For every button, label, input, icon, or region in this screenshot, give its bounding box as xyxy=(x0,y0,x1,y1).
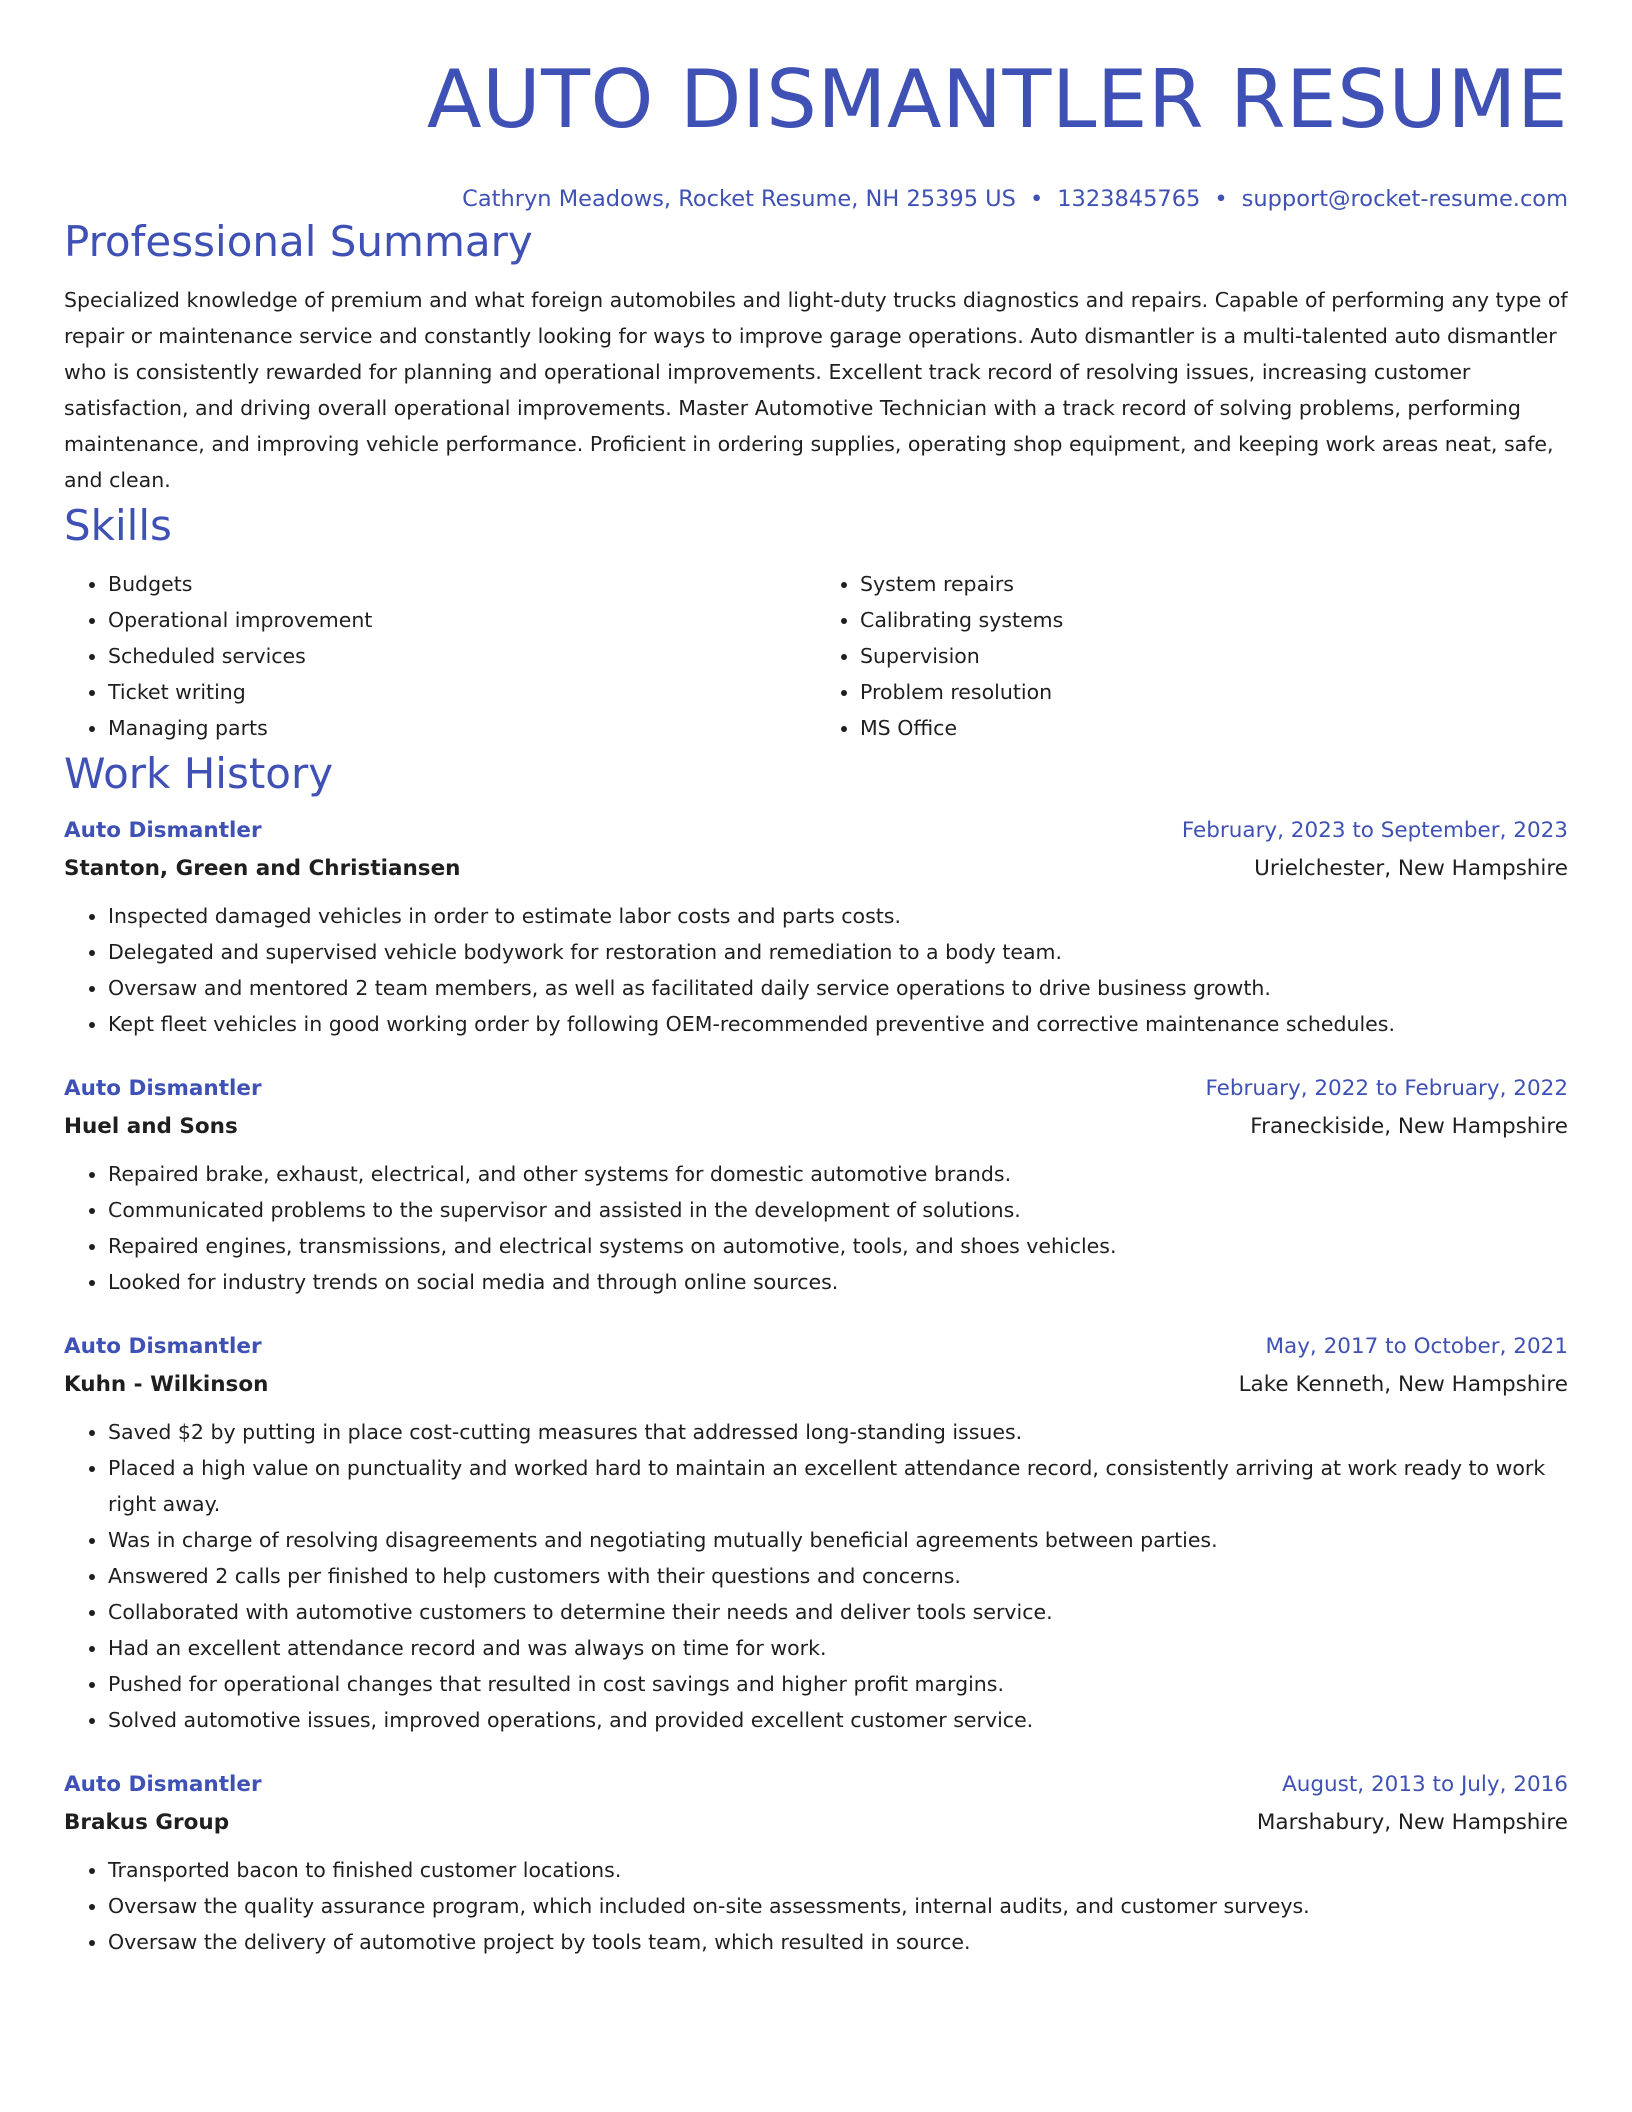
job-dates: May, 2017 to October, 2021 xyxy=(1265,1334,1568,1359)
job-location: Marshabury, New Hampshire xyxy=(1256,1810,1568,1835)
contact-address: Cathryn Meadows, Rocket Resume, NH 25395 US xyxy=(462,186,1016,212)
skill-item: • Operational improvement xyxy=(108,602,816,638)
job-company: Huel and Sons xyxy=(64,1114,238,1139)
skill-item: • System repairs xyxy=(860,566,1568,602)
job-dates: August, 2013 to July, 2016 xyxy=(1282,1772,1568,1797)
job-header xyxy=(64,812,1568,850)
job-bullets xyxy=(64,1414,1568,1738)
job-bullet: • Solved automotive issues, improved operations, and provided excellent customer service. xyxy=(108,1702,1568,1738)
contact-email: support@rocket-resume.com xyxy=(1241,186,1568,212)
job-bullets xyxy=(64,1156,1568,1300)
job-bullet: • Placed a high value on punctuality and worked hard to maintain an excellent attendance record, consistently arriving at work ready to work right away. xyxy=(108,1450,1568,1522)
job-bullet: • Oversaw the delivery of automotive project by tools team, which resulted in source. xyxy=(108,1924,1568,1960)
job-bullet: • Repaired engines, transmissions, and electrical systems on automotive, tools, and shoes vehicles. xyxy=(108,1228,1568,1264)
skills-column-left xyxy=(64,566,816,746)
job-bullet: • Oversaw the quality assurance program, which included on-site assessments, internal audits, and customer surveys. xyxy=(108,1888,1568,1924)
skill-item: • Budgets xyxy=(108,566,816,602)
skill-item: • Managing parts xyxy=(108,710,816,746)
skills-heading: Skills xyxy=(64,501,172,550)
job-dates: February, 2022 to February, 2022 xyxy=(1205,1076,1568,1101)
resume-title: AUTO DISMANTLER RESUME xyxy=(426,53,1568,146)
summary-text: Specialized knowledge of premium and what foreign automobiles and light-duty trucks diagnostics and repairs. Capable of performing any type of repair or maintenance service and constantly looking for ways to improve garage operations. Auto dismantler is a multi-talented auto dismantler who is consistently rewarded for planning and operational improvements. Excellent track record of resolving issues, increasing customer satisfaction, and driving overall operational improvements. Master Automotive Technician with a track record of solving problems, performing maintenance, and improving vehicle performance. Proficient in ordering supplies, operating shop equipment, and keeping work areas neat, safe, and clean. xyxy=(64,288,1568,492)
job-employer xyxy=(64,1804,1568,1842)
job-entry xyxy=(64,1070,1568,1300)
job-bullet: • Looked for industry trends on social media and through online sources. xyxy=(108,1264,1568,1300)
contact-line xyxy=(64,184,1568,214)
job-location: Urielchester, New Hampshire xyxy=(1254,856,1568,881)
job-bullets xyxy=(64,1852,1568,1960)
job-employer xyxy=(64,1108,1568,1146)
job-title: Auto Dismantler xyxy=(64,1334,262,1359)
job-bullet: • Transported bacon to finished customer locations. xyxy=(108,1852,1568,1888)
job-entry xyxy=(64,1766,1568,1960)
job-bullet: • Pushed for operational changes that resulted in cost savings and higher profit margins. xyxy=(108,1666,1568,1702)
job-company: Kuhn - Wilkinson xyxy=(64,1372,269,1397)
job-header xyxy=(64,1766,1568,1804)
job-bullet: • Delegated and supervised vehicle bodywork for restoration and remediation to a body team. xyxy=(108,934,1568,970)
skill-item: • Calibrating systems xyxy=(860,602,1568,638)
job-bullet: • Saved $2 by putting in place cost-cutting measures that addressed long-standing issues. xyxy=(108,1414,1568,1450)
resume-page xyxy=(64,0,1568,1960)
contact-separator: • xyxy=(1029,186,1044,212)
skills-list xyxy=(64,566,1568,746)
job-bullet: • Answered 2 calls per finished to help customers with their questions and concerns. xyxy=(108,1558,1568,1594)
skill-item: • Ticket writing xyxy=(108,674,816,710)
job-title: Auto Dismantler xyxy=(64,1772,262,1797)
job-bullet: • Repaired brake, exhaust, electrical, and other systems for domestic automotive brands. xyxy=(108,1156,1568,1192)
job-entry xyxy=(64,1328,1568,1738)
job-bullet: • Inspected damaged vehicles in order to estimate labor costs and parts costs. xyxy=(108,898,1568,934)
skill-item: • Problem resolution xyxy=(860,674,1568,710)
skills-column-right xyxy=(816,566,1568,746)
job-dates: February, 2023 to September, 2023 xyxy=(1181,818,1568,843)
job-company: Stanton, Green and Christiansen xyxy=(64,856,461,881)
job-bullet: • Had an excellent attendance record and was always on time for work. xyxy=(108,1630,1568,1666)
contact-phone: 1323845765 xyxy=(1057,186,1201,212)
skill-item: • Scheduled services xyxy=(108,638,816,674)
job-title: Auto Dismantler xyxy=(64,818,262,843)
job-bullet: • Oversaw and mentored 2 team members, as well as facilitated daily service operations to drive business growth. xyxy=(108,970,1568,1006)
job-location: Lake Kenneth, New Hampshire xyxy=(1238,1372,1568,1397)
job-bullet: • Was in charge of resolving disagreements and negotiating mutually beneficial agreements between parties. xyxy=(108,1522,1568,1558)
work-history-heading: Work History xyxy=(64,749,334,798)
job-bullets xyxy=(64,898,1568,1042)
job-company: Brakus Group xyxy=(64,1810,230,1835)
job-employer xyxy=(64,850,1568,888)
job-header xyxy=(64,1070,1568,1108)
job-bullet: • Communicated problems to the supervisor and assisted in the development of solutions. xyxy=(108,1192,1568,1228)
job-bullet: • Kept fleet vehicles in good working order by following OEM-recommended preventive and corrective maintenance schedules. xyxy=(108,1006,1568,1042)
job-header xyxy=(64,1328,1568,1366)
job-bullet: • Collaborated with automotive customers to determine their needs and deliver tools service. xyxy=(108,1594,1568,1630)
contact-separator: • xyxy=(1214,186,1228,212)
job-location: Franeckiside, New Hampshire xyxy=(1250,1114,1568,1139)
job-entry xyxy=(64,812,1568,1042)
skill-item: • MS Office xyxy=(860,710,1568,746)
skill-item: • Supervision xyxy=(860,638,1568,674)
summary-heading: Professional Summary xyxy=(64,217,533,266)
job-title: Auto Dismantler xyxy=(64,1076,262,1101)
job-employer xyxy=(64,1366,1568,1404)
